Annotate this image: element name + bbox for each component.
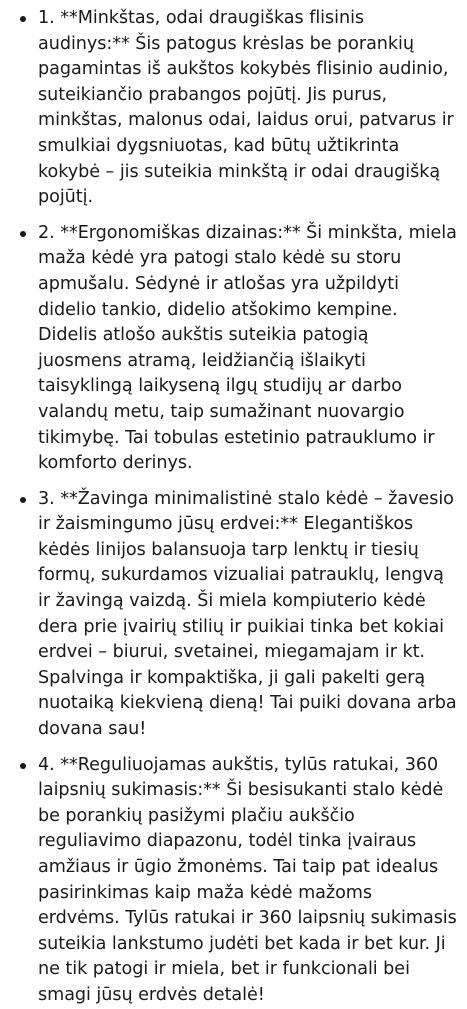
feature-bullet-4: 4. **Reguliuojamas aukštis, tylūs ratukai, 360 laipsnių sukimasis:** Ši besisukanti stalo kėdė be porankių pasižymi plačiu aukščio reguliavimo diapazonu, todėl tinka įvairaus amžiaus ir ūgio žmonėms. Tai taip pat idealus pasirinkimas kaip maža kėdė mažoms erdvėms. Tylūs ratukai ir 360 laipsnių sukimasis suteikia lankstumo judėti bet kada ir bet kur. Ji ne tik patogi ir miela, bet ir funkcionali bei smagi jūsų erdvės detalė! xyxy=(10,753,457,1009)
feature-bullet-1: 1. **Minkštas, odai draugiškas flisinis audinys:** Šis patogus krėslas be porankių pagamintas iš aukštos kokybės flisinio audinio, suteikiančio prabangos pojūtį. Jis purus, minkštas, malonus odai, laidus orui, patvarus ir smulkiai dygsniuotas, kad būtų užtikrinta kokybė – jis suteikia minkštą ir odai draugišką pojūtį. xyxy=(10,6,457,211)
feature-bullet-list xyxy=(10,6,457,1009)
feature-bullet-3: 3. **Žavinga minimalistinė stalo kėdė – žavesio ir žaismingumo jūsų erdvei:** Elegantiškos kėdės linijos balansuoja tarp lenktų ir tiesių formų, sukurdamos vizualiai patrauklų, lengvą ir žavingą vaizdą. Ši miela kompiuterio kėdė dera prie įvairių stilių ir puikiai tinka bet kokiai erdvei – biurui, svetainei, miegamajam ir kt. Spalvinga ir kompaktiška, ji gali pakelti gerą nuotaiką kiekvieną dieną! Tai puiki dovana arba dovana sau! xyxy=(10,487,457,743)
feature-bullet-2: 2. **Ergonomiškas dizainas:** Ši minkšta, miela maža kėdė yra patogi stalo kėdė su storu apmušalu. Sėdynė ir atlošas yra užpildyti didelio tankio, didelio atšokimo kempine. Didelis atlošo aukštis suteikia patogią juosmens atramą, leidžiančią išlaikyti taisyklingą laikyseną ilgų studijų ar darbo valandų metu, taip sumažinant nuovargio tikimybę. Tai tobulas estetinio patrauklumo ir komforto derinys. xyxy=(10,221,457,477)
